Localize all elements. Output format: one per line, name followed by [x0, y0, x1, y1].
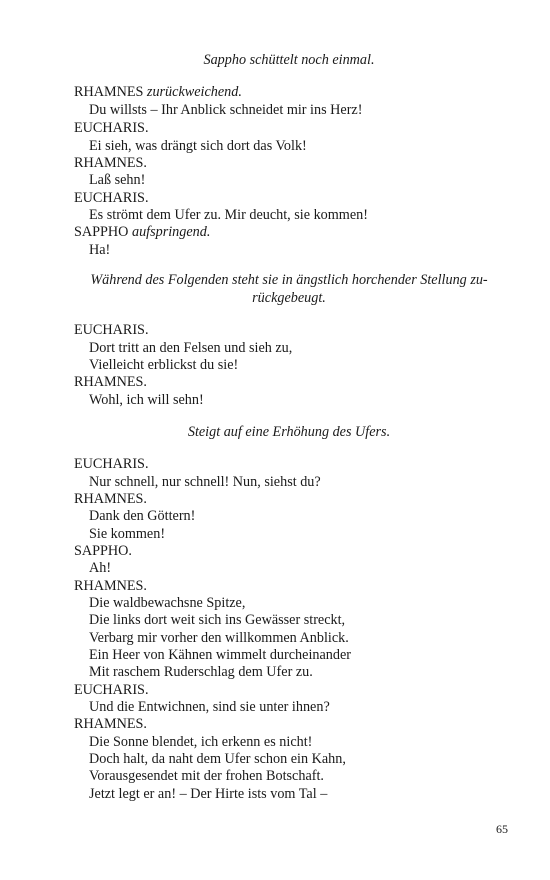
stage-direction: Steigt auf eine Erhöhung des Ufers. [187, 424, 391, 440]
speaker-name: SAPPHO. [74, 543, 132, 559]
speaker-name: EUCHARIS. [74, 322, 149, 338]
speech-line: Verbarg mir vorher den willkommen Anblick. [89, 630, 349, 646]
speech-line: Du willsts – Ihr Anblick schneidet mir ins Herz! [89, 102, 363, 118]
speech-line: Ah! [89, 560, 112, 576]
speaker-line [74, 120, 149, 137]
speaker-line [74, 491, 147, 508]
stage-direction: aufspringend. [131, 224, 211, 240]
speaker-line [74, 190, 149, 207]
speaker-line [74, 155, 147, 172]
speaker-name: RHAMNES. [74, 716, 147, 732]
speaker-line [74, 682, 149, 699]
speech-line: Ein Heer von Kähnen wimmelt durcheinander [89, 647, 351, 663]
speech-line: Vielleicht erblickst du sie! [89, 357, 239, 373]
speaker-name: EUCHARIS. [74, 682, 149, 698]
speech-line: Vorausgesendet mit der frohen Botschaft. [89, 768, 324, 784]
speech-line: Jetzt legt er an! – Der Hirte ists vom Tal – [89, 786, 328, 802]
speech-line: Und die Entwichnen, sind sie unter ihnen? [89, 699, 330, 715]
speaker-line [74, 456, 149, 473]
speech-line: Mit raschem Ruderschlag dem Ufer zu. [89, 664, 313, 680]
speech-line: Doch halt, da naht dem Ufer schon ein Kahn, [89, 751, 346, 767]
speech-line: Sie kommen! [89, 526, 166, 542]
speaker-line [74, 374, 147, 391]
speaker-name: EUCHARIS. [74, 120, 149, 136]
speaker-name: RHAMNES [74, 84, 144, 100]
speech-line: Wohl, ich will sehn! [89, 392, 204, 408]
page-number: 65 [496, 822, 508, 836]
speech-line: Die waldbewachsne Spitze, [89, 595, 246, 611]
speaker-line [74, 224, 210, 241]
speaker-name: RHAMNES. [74, 491, 147, 507]
speaker-name: RHAMNES. [74, 374, 147, 390]
speech-line: Ha! [89, 242, 111, 258]
speech-line: Die links dort weit sich ins Gewässer streckt, [89, 612, 346, 628]
speech-line: Die Sonne blendet, ich erkenn es nicht! [89, 734, 313, 750]
speech-line: Nur schnell, nur schnell! Nun, siehst du? [89, 474, 321, 490]
speaker-name: EUCHARIS. [74, 456, 149, 472]
speaker-name: RHAMNES. [74, 578, 147, 594]
speech-line: Ei sieh, was drängt sich dort das Volk! [89, 138, 307, 154]
speech-line: Es strömt dem Ufer zu. Mir deucht, sie kommen! [89, 207, 368, 223]
speaker-line [74, 84, 242, 101]
speaker-name: EUCHARIS. [74, 190, 149, 206]
stage-direction: zurückweichend. [146, 84, 242, 100]
speaker-line [74, 322, 149, 339]
speaker-name: RHAMNES. [74, 155, 147, 171]
stage-direction: Sappho schüttelt noch einmal. [203, 52, 375, 68]
stage-direction: Während des Folgenden steht sie in ängstlich horchender Stellung zu- [90, 272, 488, 288]
speaker-line [74, 543, 132, 560]
speech-line: Dank den Göttern! [89, 508, 196, 524]
speaker-line [74, 578, 147, 595]
stage-direction: rückgebeugt. [252, 290, 326, 306]
speaker-line [74, 716, 147, 733]
speaker-name: SAPPHO [74, 224, 129, 240]
speech-line: Laß sehn! [89, 172, 146, 188]
speech-line: Dort tritt an den Felsen und sieh zu, [89, 340, 293, 356]
